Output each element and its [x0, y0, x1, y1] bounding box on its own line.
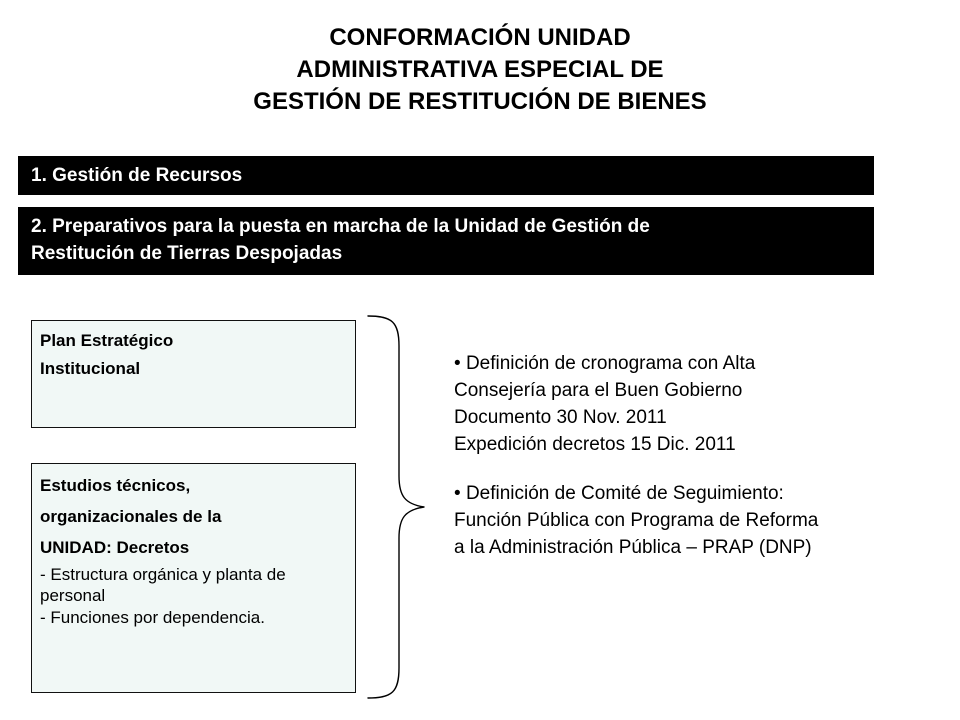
plan-estrategico-title-line-1: Plan Estratégico [40, 331, 174, 350]
details-panel [454, 350, 944, 561]
page-title [160, 22, 800, 118]
detail-comite-line-1-text: Definición de Comité de Seguimiento: [465, 483, 784, 504]
plan-estrategico-box [31, 320, 356, 428]
detail-comite-line-3: a la Administración Pública – PRAP (DNP) [454, 537, 812, 558]
bullet-icon: • [454, 483, 461, 504]
detail-gap [454, 458, 944, 480]
section-bar-line-1: 2. Preparativos para la puesta en marcha de la Unidad de Gestión de [31, 216, 650, 237]
estudios-tecnicos-title-line-3: UNIDAD: Decretos [40, 538, 190, 557]
estudios-tecnicos-box [31, 463, 356, 693]
page-title-line-2: ADMINISTRATIVA ESPECIAL DE [296, 56, 664, 83]
curly-brace-icon [366, 312, 426, 702]
estudios-tecnicos-item-estructura: - Estructura orgánica y planta de personal [40, 565, 286, 605]
plan-estrategico-title-line-2: Institucional [40, 359, 141, 378]
section-bar-label: 1. Gestión de Recursos [31, 165, 243, 186]
detail-block-cronograma-line-1 [454, 350, 944, 377]
page-title-line-3: GESTIÓN DE RESTITUCIÓN DE BIENES [253, 88, 707, 115]
detail-block-comite-line-1 [454, 480, 944, 507]
bullet-icon: • [454, 353, 461, 374]
section-bar-line-2: Restitución de Tierras Despojadas [31, 243, 343, 264]
detail-cronograma-line-3: Documento 30 Nov. 2011 [454, 407, 667, 428]
section-bar-gestion-recursos [18, 156, 874, 195]
detail-comite-line-2: Función Pública con Programa de Reforma [454, 510, 819, 531]
detail-cronograma-line-4: Expedición decretos 15 Dic. 2011 [454, 434, 736, 455]
detail-cronograma-line-1-text: Definición de cronograma con Alta [465, 353, 756, 374]
detail-cronograma-line-2: Consejería para el Buen Gobierno [454, 380, 743, 401]
estudios-tecnicos-title-line-1: Estudios técnicos, [40, 476, 191, 495]
estudios-tecnicos-item-funciones: - Funciones por dependencia. [40, 608, 265, 627]
section-bar-preparativos [18, 207, 874, 275]
estudios-tecnicos-title-line-2: organizacionales de la [40, 507, 222, 526]
page-title-line-1: CONFORMACIÓN UNIDAD [329, 24, 631, 51]
